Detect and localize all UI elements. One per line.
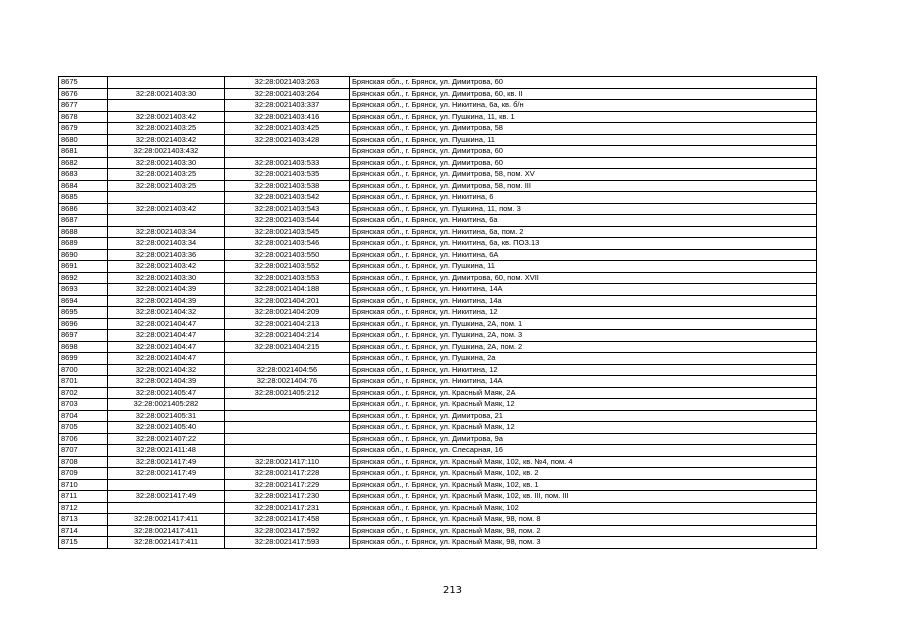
address-cell: Брянская обл., г. Брянск, ул. Никитина, 6а <box>350 215 817 227</box>
parent-cadastral-number-cell: 32:28:0021404:32 <box>108 307 225 319</box>
address-cell: Брянская обл., г. Брянск, ул. Никитина, 6а, кв. ПОЗ.13 <box>350 238 817 250</box>
row-number-cell: 8707 <box>59 445 108 457</box>
cadastral-number-cell: 32:28:0021404:213 <box>225 318 350 330</box>
parent-cadastral-number-cell <box>108 502 225 514</box>
registry-table-body <box>59 77 817 549</box>
cadastral-number-cell <box>225 422 350 434</box>
row-number-cell: 8684 <box>59 180 108 192</box>
table-row <box>59 330 817 342</box>
table-row <box>59 537 817 549</box>
table-row <box>59 433 817 445</box>
row-number-cell: 8700 <box>59 364 108 376</box>
row-number-cell: 8713 <box>59 514 108 526</box>
row-number-cell: 8679 <box>59 123 108 135</box>
parent-cadastral-number-cell: 32:28:0021403:25 <box>108 123 225 135</box>
cadastral-number-cell <box>225 146 350 158</box>
cadastral-number-cell: 32:28:0021417:592 <box>225 525 350 537</box>
cadastral-number-cell: 32:28:0021403:545 <box>225 226 350 238</box>
parent-cadastral-number-cell: 32:28:0021405:31 <box>108 410 225 422</box>
address-cell: Брянская обл., г. Брянск, ул. Никитина, 6 <box>350 192 817 204</box>
row-number-cell: 8715 <box>59 537 108 549</box>
address-cell: Брянская обл., г. Брянск, ул. Никитина, 6а, пом. 2 <box>350 226 817 238</box>
table-row <box>59 387 817 399</box>
cadastral-number-cell: 32:28:0021417:229 <box>225 479 350 491</box>
row-number-cell: 8675 <box>59 77 108 89</box>
row-number-cell: 8705 <box>59 422 108 434</box>
cadastral-number-cell <box>225 410 350 422</box>
cadastral-number-cell: 32:28:0021404:214 <box>225 330 350 342</box>
cadastral-number-cell: 32:28:0021403:428 <box>225 134 350 146</box>
property-registry-table <box>58 76 817 549</box>
table-row <box>59 468 817 480</box>
parent-cadastral-number-cell: 32:28:0021417:49 <box>108 491 225 503</box>
row-number-cell: 8704 <box>59 410 108 422</box>
address-cell: Брянская обл., г. Брянск, ул. Димитрова, 60 <box>350 146 817 158</box>
parent-cadastral-number-cell: 32:28:0021417:49 <box>108 456 225 468</box>
table-row <box>59 445 817 457</box>
parent-cadastral-number-cell: 32:28:0021404:39 <box>108 284 225 296</box>
address-cell: Брянская обл., г. Брянск, ул. Димитрова, 60 <box>350 77 817 89</box>
address-cell: Брянская обл., г. Брянск, ул. Никитина, 6А <box>350 249 817 261</box>
row-number-cell: 8677 <box>59 100 108 112</box>
cadastral-number-cell: 32:28:0021403:538 <box>225 180 350 192</box>
row-number-cell: 8709 <box>59 468 108 480</box>
cadastral-number-cell <box>225 433 350 445</box>
table-row <box>59 146 817 158</box>
address-cell: Брянская обл., г. Брянск, ул. Никитина, 14а <box>350 295 817 307</box>
address-cell: Брянская обл., г. Брянск, ул. Никитина, 6а, кв. б/н <box>350 100 817 112</box>
row-number-cell: 8712 <box>59 502 108 514</box>
row-number-cell: 8689 <box>59 238 108 250</box>
parent-cadastral-number-cell <box>108 192 225 204</box>
cadastral-number-cell: 32:28:0021403:264 <box>225 88 350 100</box>
parent-cadastral-number-cell: 32:28:0021403:42 <box>108 261 225 273</box>
cadastral-number-cell: 32:28:0021403:337 <box>225 100 350 112</box>
row-number-cell: 8680 <box>59 134 108 146</box>
address-cell: Брянская обл., г. Брянск, ул. Никитина, 12 <box>350 307 817 319</box>
cadastral-number-cell: 32:28:0021403:552 <box>225 261 350 273</box>
table-row <box>59 77 817 89</box>
cadastral-number-cell: 32:28:0021403:425 <box>225 123 350 135</box>
address-cell: Брянская обл., г. Брянск, ул. Пушкина, 2А, пом. 2 <box>350 341 817 353</box>
table-row <box>59 525 817 537</box>
parent-cadastral-number-cell: 32:28:0021417:411 <box>108 525 225 537</box>
cadastral-number-cell: 32:28:0021417:110 <box>225 456 350 468</box>
table-row <box>59 295 817 307</box>
row-number-cell: 8685 <box>59 192 108 204</box>
table-row <box>59 318 817 330</box>
cadastral-number-cell: 32:28:0021417:228 <box>225 468 350 480</box>
cadastral-number-cell: 32:28:0021417:593 <box>225 537 350 549</box>
address-cell: Брянская обл., г. Брянск, ул. Димитрова, 58, пом. XV <box>350 169 817 181</box>
parent-cadastral-number-cell <box>108 100 225 112</box>
address-cell: Брянская обл., г. Брянск, ул. Димитрова, 9а <box>350 433 817 445</box>
row-number-cell: 8691 <box>59 261 108 273</box>
parent-cadastral-number-cell: 32:28:0021404:32 <box>108 364 225 376</box>
address-cell: Брянская обл., г. Брянск, ул. Пушкина, 11 <box>350 261 817 273</box>
row-number-cell: 8697 <box>59 330 108 342</box>
parent-cadastral-number-cell: 32:28:0021411:48 <box>108 445 225 457</box>
cadastral-number-cell: 32:28:0021403:544 <box>225 215 350 227</box>
table-row <box>59 180 817 192</box>
table-row <box>59 169 817 181</box>
table-row <box>59 502 817 514</box>
address-cell: Брянская обл., г. Брянск, ул. Пушкина, 11 <box>350 134 817 146</box>
parent-cadastral-number-cell: 32:28:0021403:34 <box>108 238 225 250</box>
cadastral-number-cell <box>225 353 350 365</box>
address-cell: Брянская обл., г. Брянск, ул. Слесарная, 16 <box>350 445 817 457</box>
cadastral-number-cell <box>225 445 350 457</box>
parent-cadastral-number-cell: 32:28:0021405:282 <box>108 399 225 411</box>
cadastral-number-cell: 32:28:0021404:76 <box>225 376 350 388</box>
parent-cadastral-number-cell: 32:28:0021404:47 <box>108 341 225 353</box>
address-cell: Брянская обл., г. Брянск, ул. Красный Маяк, 2А <box>350 387 817 399</box>
cadastral-number-cell: 32:28:0021403:533 <box>225 157 350 169</box>
table-row <box>59 134 817 146</box>
row-number-cell: 8688 <box>59 226 108 238</box>
parent-cadastral-number-cell: 32:28:0021404:39 <box>108 295 225 307</box>
row-number-cell: 8710 <box>59 479 108 491</box>
parent-cadastral-number-cell: 32:28:0021417:411 <box>108 514 225 526</box>
table-row <box>59 456 817 468</box>
parent-cadastral-number-cell <box>108 215 225 227</box>
table-row <box>59 226 817 238</box>
cadastral-number-cell: 32:28:0021403:263 <box>225 77 350 89</box>
address-cell: Брянская обл., г. Брянск, ул. Димитрова, 21 <box>350 410 817 422</box>
parent-cadastral-number-cell: 32:28:0021405:47 <box>108 387 225 399</box>
table-row <box>59 192 817 204</box>
address-cell: Брянская обл., г. Брянск, ул. Красный Маяк, 98, пом. 3 <box>350 537 817 549</box>
cadastral-number-cell: 32:28:0021404:201 <box>225 295 350 307</box>
table-row <box>59 307 817 319</box>
table-row <box>59 88 817 100</box>
table-row <box>59 353 817 365</box>
table-row <box>59 410 817 422</box>
table-row <box>59 399 817 411</box>
row-number-cell: 8711 <box>59 491 108 503</box>
row-number-cell: 8676 <box>59 88 108 100</box>
table-row <box>59 249 817 261</box>
address-cell: Брянская обл., г. Брянск, ул. Красный Маяк, 12 <box>350 422 817 434</box>
parent-cadastral-number-cell: 32:28:0021403:34 <box>108 226 225 238</box>
cadastral-number-cell: 32:28:0021417:230 <box>225 491 350 503</box>
cadastral-number-cell: 32:28:0021403:535 <box>225 169 350 181</box>
table-row <box>59 123 817 135</box>
cadastral-number-cell: 32:28:0021403:553 <box>225 272 350 284</box>
parent-cadastral-number-cell: 32:28:0021417:411 <box>108 537 225 549</box>
parent-cadastral-number-cell: 32:28:0021404:39 <box>108 376 225 388</box>
table-row <box>59 341 817 353</box>
parent-cadastral-number-cell <box>108 479 225 491</box>
table-row <box>59 376 817 388</box>
table-row <box>59 100 817 112</box>
address-cell: Брянская обл., г. Брянск, ул. Димитрова, 60 <box>350 157 817 169</box>
parent-cadastral-number-cell: 32:28:0021404:47 <box>108 330 225 342</box>
cadastral-number-cell: 32:28:0021403:550 <box>225 249 350 261</box>
table-row <box>59 479 817 491</box>
row-number-cell: 8698 <box>59 341 108 353</box>
parent-cadastral-number-cell: 32:28:0021417:49 <box>108 468 225 480</box>
cadastral-number-cell: 32:28:0021404:215 <box>225 341 350 353</box>
address-cell: Брянская обл., г. Брянск, ул. Димитрова, 60, пом. XVII <box>350 272 817 284</box>
table-row <box>59 491 817 503</box>
row-number-cell: 8678 <box>59 111 108 123</box>
row-number-cell: 8686 <box>59 203 108 215</box>
address-cell: Брянская обл., г. Брянск, ул. Пушкина, 11, пом. 3 <box>350 203 817 215</box>
row-number-cell: 8696 <box>59 318 108 330</box>
cadastral-number-cell: 32:28:0021417:458 <box>225 514 350 526</box>
row-number-cell: 8701 <box>59 376 108 388</box>
address-cell: Брянская обл., г. Брянск, ул. Никитина, 14А <box>350 284 817 296</box>
table-row <box>59 111 817 123</box>
address-cell: Брянская обл., г. Брянск, ул. Никитина, 14А <box>350 376 817 388</box>
row-number-cell: 8706 <box>59 433 108 445</box>
row-number-cell: 8687 <box>59 215 108 227</box>
row-number-cell: 8695 <box>59 307 108 319</box>
parent-cadastral-number-cell: 32:28:0021405:40 <box>108 422 225 434</box>
address-cell: Брянская обл., г. Брянск, ул. Пушкина, 2А, пом. 3 <box>350 330 817 342</box>
parent-cadastral-number-cell: 32:28:0021403:42 <box>108 134 225 146</box>
table-row <box>59 364 817 376</box>
table-row <box>59 422 817 434</box>
parent-cadastral-number-cell <box>108 77 225 89</box>
address-cell: Брянская обл., г. Брянск, ул. Пушкина, 11, кв. 1 <box>350 111 817 123</box>
parent-cadastral-number-cell: 32:28:0021403:30 <box>108 272 225 284</box>
table-row <box>59 514 817 526</box>
address-cell: Брянская обл., г. Брянск, ул. Пушкина, 2А, пом. 1 <box>350 318 817 330</box>
address-cell: Брянская обл., г. Брянск, ул. Красный Маяк, 102, кв. №4, пом. 4 <box>350 456 817 468</box>
address-cell: Брянская обл., г. Брянск, ул. Димитрова, 60, кв. II <box>350 88 817 100</box>
parent-cadastral-number-cell: 32:28:0021403:30 <box>108 88 225 100</box>
cadastral-number-cell: 32:28:0021404:188 <box>225 284 350 296</box>
cadastral-number-cell: 32:28:0021403:416 <box>225 111 350 123</box>
table-row <box>59 261 817 273</box>
row-number-cell: 8714 <box>59 525 108 537</box>
address-cell: Брянская обл., г. Брянск, ул. Димитрова, 58, пом. III <box>350 180 817 192</box>
row-number-cell: 8693 <box>59 284 108 296</box>
address-cell: Брянская обл., г. Брянск, ул. Никитина, 12 <box>350 364 817 376</box>
row-number-cell: 8699 <box>59 353 108 365</box>
parent-cadastral-number-cell: 32:28:0021404:47 <box>108 353 225 365</box>
parent-cadastral-number-cell: 32:28:0021404:47 <box>108 318 225 330</box>
parent-cadastral-number-cell: 32:28:0021403:36 <box>108 249 225 261</box>
table-row <box>59 284 817 296</box>
row-number-cell: 8681 <box>59 146 108 158</box>
page-number: 213 <box>442 585 463 596</box>
table-row <box>59 238 817 250</box>
row-number-cell: 8708 <box>59 456 108 468</box>
address-cell: Брянская обл., г. Брянск, ул. Красный Маяк, 102, кв. III, пом. III <box>350 491 817 503</box>
address-cell: Брянская обл., г. Брянск, ул. Красный Маяк, 98, пом. 2 <box>350 525 817 537</box>
address-cell: Брянская обл., г. Брянск, ул. Красный Маяк, 98, пом. 8 <box>350 514 817 526</box>
parent-cadastral-number-cell: 32:28:0021407:22 <box>108 433 225 445</box>
address-cell: Брянская обл., г. Брянск, ул. Димитрова, 58 <box>350 123 817 135</box>
cadastral-number-cell: 32:28:0021404:209 <box>225 307 350 319</box>
cadastral-number-cell <box>225 399 350 411</box>
row-number-cell: 8694 <box>59 295 108 307</box>
table-row <box>59 203 817 215</box>
row-number-cell: 8703 <box>59 399 108 411</box>
parent-cadastral-number-cell: 32:28:0021403:25 <box>108 169 225 181</box>
row-number-cell: 8702 <box>59 387 108 399</box>
cadastral-number-cell: 32:28:0021417:231 <box>225 502 350 514</box>
table-row <box>59 215 817 227</box>
cadastral-number-cell: 32:28:0021404:56 <box>225 364 350 376</box>
table-row <box>59 157 817 169</box>
address-cell: Брянская обл., г. Брянск, ул. Красный Маяк, 102, кв. 2 <box>350 468 817 480</box>
parent-cadastral-number-cell: 32:28:0021403:42 <box>108 203 225 215</box>
parent-cadastral-number-cell: 32:28:0021403:432 <box>108 146 225 158</box>
row-number-cell: 8683 <box>59 169 108 181</box>
row-number-cell: 8692 <box>59 272 108 284</box>
address-cell: Брянская обл., г. Брянск, ул. Красный Маяк, 12 <box>350 399 817 411</box>
row-number-cell: 8690 <box>59 249 108 261</box>
parent-cadastral-number-cell: 32:28:0021403:25 <box>108 180 225 192</box>
cadastral-number-cell: 32:28:0021403:543 <box>225 203 350 215</box>
address-cell: Брянская обл., г. Брянск, ул. Пушкина, 2а <box>350 353 817 365</box>
table-row <box>59 272 817 284</box>
address-cell: Брянская обл., г. Брянск, ул. Красный Маяк, 102, кв. 1 <box>350 479 817 491</box>
parent-cadastral-number-cell: 32:28:0021403:42 <box>108 111 225 123</box>
address-cell: Брянская обл., г. Брянск, ул. Красный Маяк, 102 <box>350 502 817 514</box>
cadastral-number-cell: 32:28:0021403:546 <box>225 238 350 250</box>
row-number-cell: 8682 <box>59 157 108 169</box>
parent-cadastral-number-cell: 32:28:0021403:30 <box>108 157 225 169</box>
cadastral-number-cell: 32:28:0021403:542 <box>225 192 350 204</box>
cadastral-number-cell: 32:28:0021405:212 <box>225 387 350 399</box>
